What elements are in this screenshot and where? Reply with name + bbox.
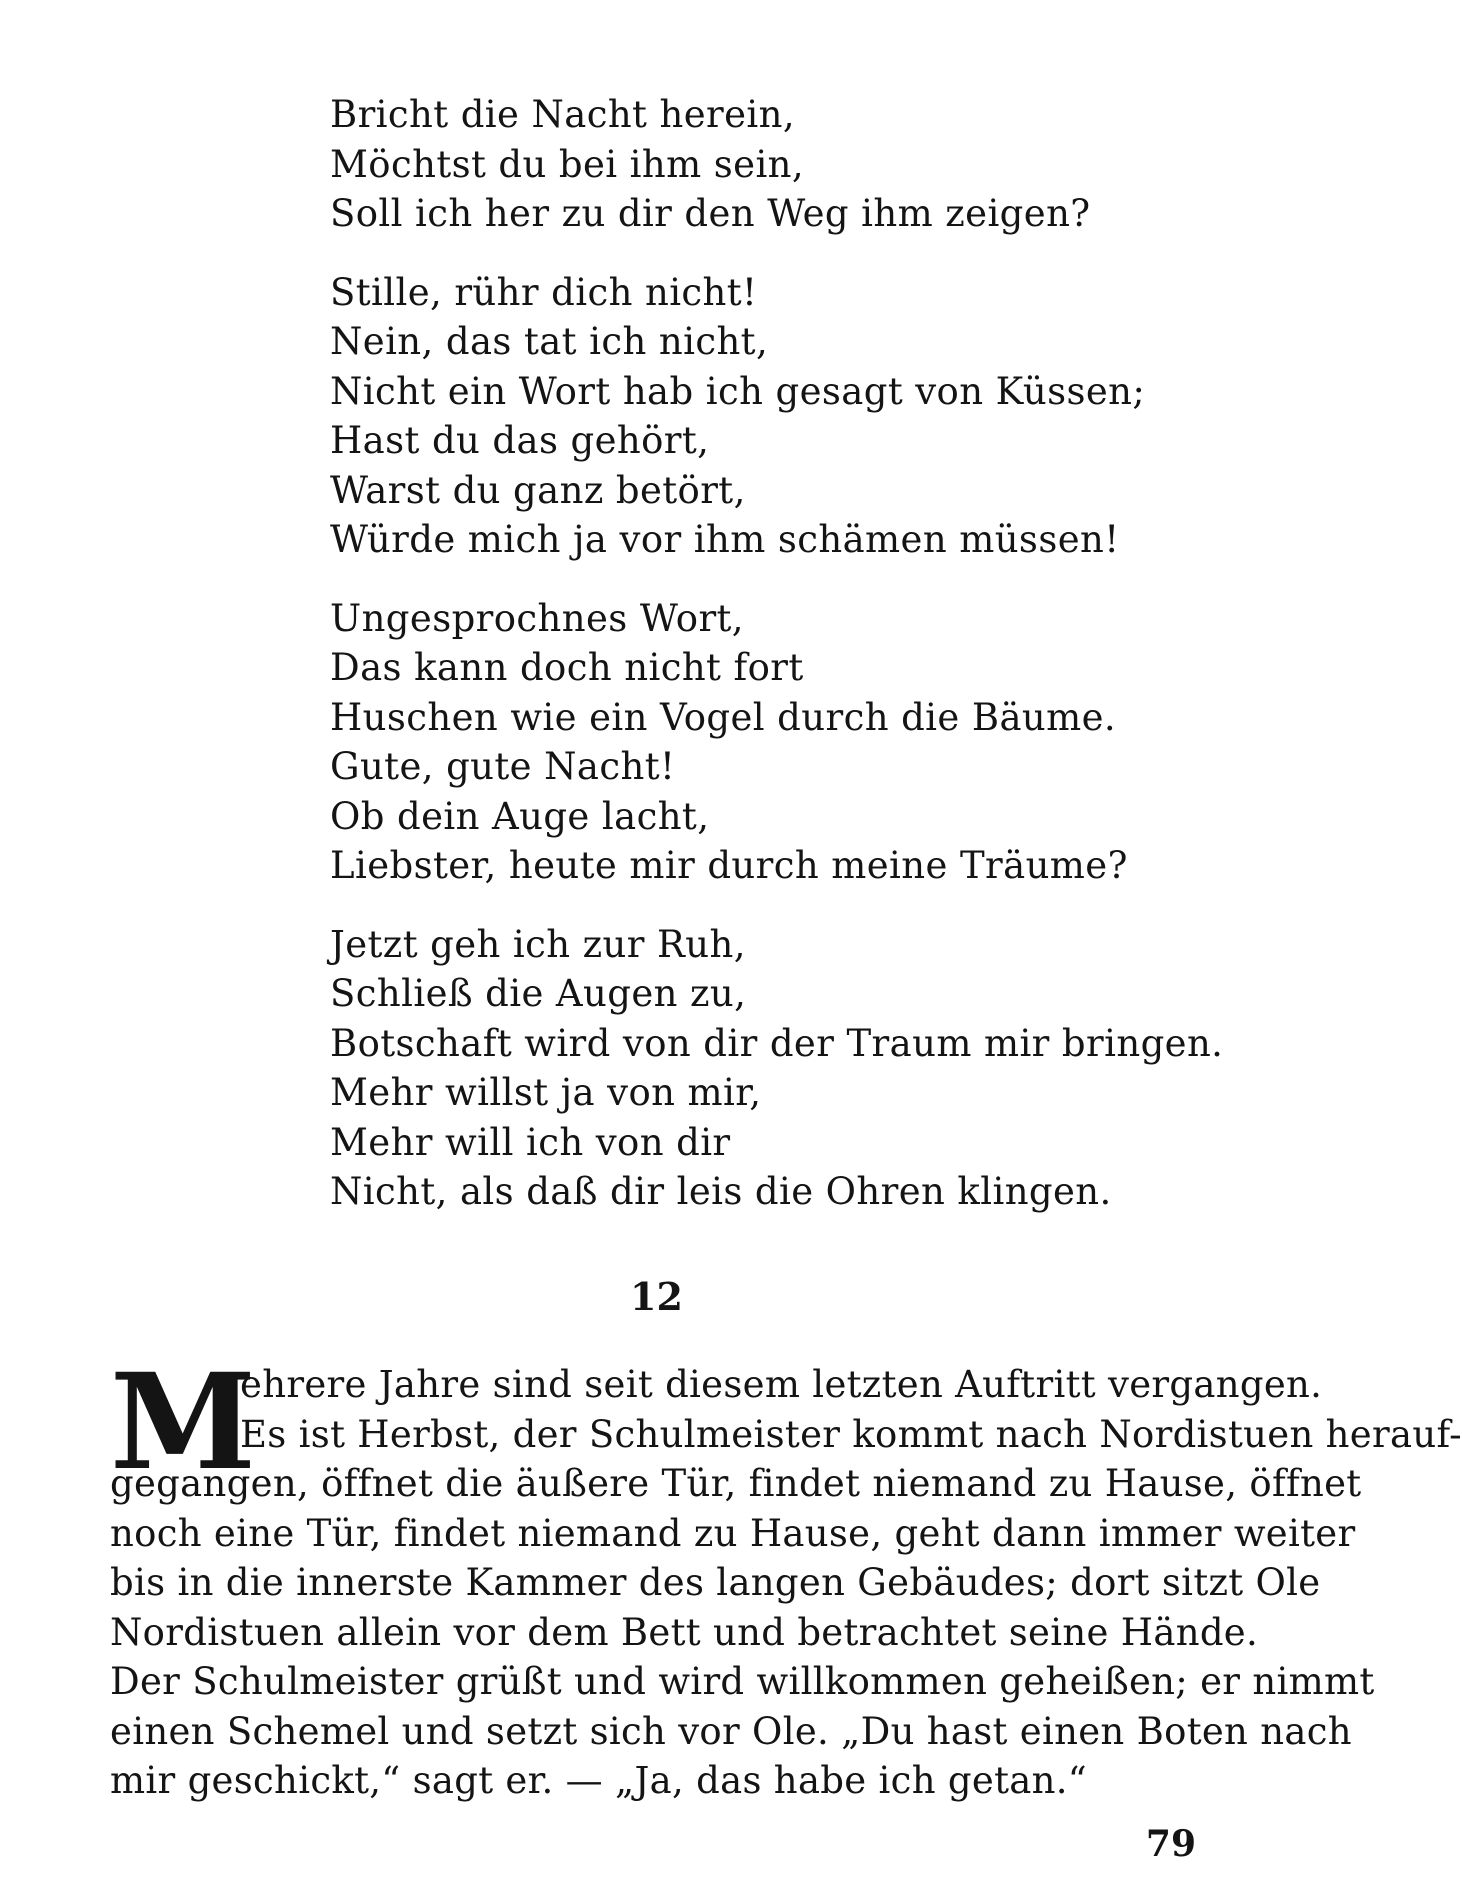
stanza [330, 268, 1230, 565]
verse-line: Nein, das tat ich nicht, [330, 320, 769, 363]
stanza [330, 920, 1230, 1217]
verse-line: Möchtst du bei ihm sein, [330, 142, 805, 186]
verse-line: Mehr willst ja von mir, [330, 1071, 762, 1114]
prose-line: Es ist Herbst, der Schulmeister kommt nach Nordistuen herauf- [240, 1412, 1462, 1456]
chapter-text [110, 1345, 1462, 1806]
verse-line: Hast du das gehört, [330, 419, 710, 462]
prose-line: mir geschickt,“ sagt er. — „Ja, das habe ich getan.“ [110, 1759, 1088, 1802]
verse-line: Nicht, als daß dir leis die Ohren klingen. [330, 1170, 1112, 1213]
verse-line: Würde mich ja vor ihm schämen müssen! [330, 518, 1120, 561]
verse-line: Botschaft wird von dir der Traum mir bringen. [330, 1021, 1224, 1065]
verse-line: Huschen wie ein Vogel durch die Bäume. [330, 695, 1117, 739]
verse-line: Gute, gute Nacht! [330, 745, 676, 788]
verse-line: Jetzt geh ich zur Ruh, [330, 922, 746, 966]
verse-line: Stille, rühr dich nicht! [330, 270, 758, 314]
stanza [330, 90, 1230, 239]
stanza [330, 594, 1230, 891]
verse-line: Das kann doch nicht fort [330, 646, 804, 689]
poem [330, 90, 1230, 1246]
prose-line: Der Schulmeister grüßt und wird willkommen geheißen; er nimmt [110, 1660, 1375, 1703]
verse-line: Ungesprochnes Wort, [330, 596, 744, 640]
drop-cap: M [110, 1345, 253, 1500]
verse-line: Mehr will ich von dir [330, 1120, 731, 1164]
verse-line: Warst du ganz betört, [330, 468, 746, 512]
verse-line: Liebster, heute mir durch meine Träume? [330, 844, 1128, 887]
verse-line: Nicht ein Wort hab ich gesagt von Küssen; [330, 369, 1146, 413]
verse-line: Bricht die Nacht herein, [330, 93, 796, 136]
prose-line: noch eine Tür, findet niemand zu Hause, geht dann immer weiter [110, 1511, 1356, 1555]
page-number: 79 [1145, 1823, 1196, 1865]
chapter-number: 12 [630, 1274, 683, 1319]
prose-line: ehrere Jahre sind seit diesem letzten Auftritt vergangen. [240, 1363, 1323, 1406]
prose-line: einen Schemel und setzt sich vor Ole. „Du hast einen Boten nach [110, 1709, 1352, 1753]
verse-line: Soll ich her zu dir den Weg ihm zeigen? [330, 192, 1091, 235]
verse-line: Schließ die Augen zu, [330, 972, 747, 1015]
prose-line: bis in die innerste Kammer des langen Gebäudes; dort sitzt Ole [110, 1561, 1321, 1604]
prose-line: gegangen, öffnet die äußere Tür, findet niemand zu Hause, öffnet [110, 1462, 1362, 1505]
verse-line: Ob dein Auge lacht, [330, 794, 710, 838]
prose-line: Nordistuen allein vor dem Bett und betrachtet seine Hände. [110, 1610, 1259, 1654]
